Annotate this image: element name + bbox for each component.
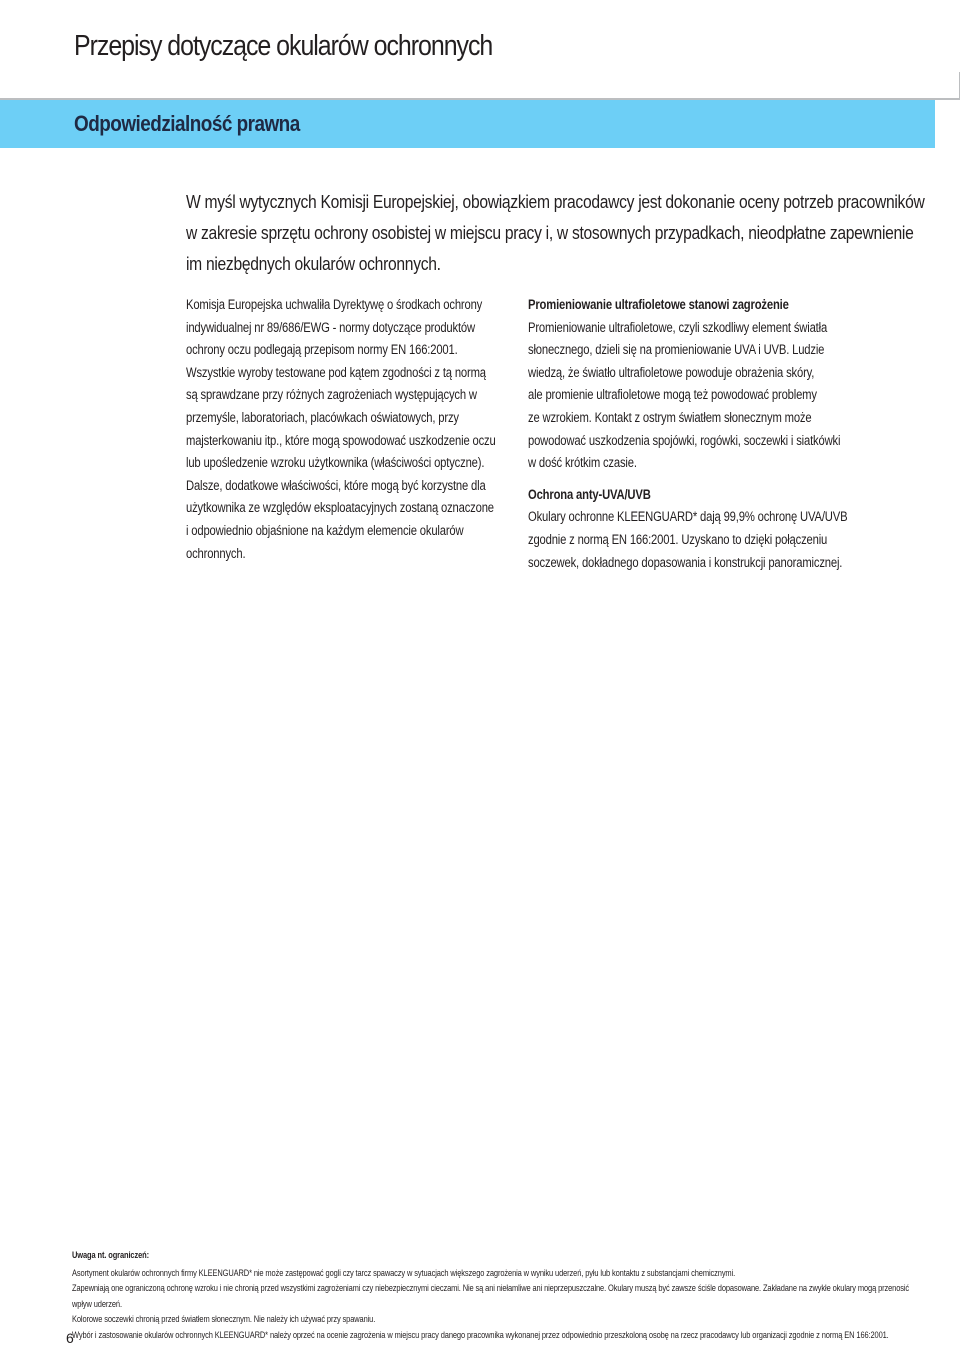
body-line: Wszystkie wyroby testowane pod kątem zgodności z tą normą [186, 364, 486, 380]
body-line: użytkownika ze względów eksploatacyjnych zostaną oznaczone [186, 500, 494, 516]
body-line: powodować uszkodzenia spojówki, rogówki, soczewki i siatkówki [528, 432, 841, 448]
body-line: ochronnych. [186, 545, 246, 561]
body-line: lub upośledzenie wzroku użytkownika (właściwości optyczne). [186, 455, 485, 471]
footnote-line: Kolorowe soczewki chronią przed światłem słonecznym. Nie należy ich używać przy spawaniu. [72, 1314, 376, 1326]
right-column-text [528, 294, 868, 574]
page-title: Przepisy dotyczące okularów ochronnych [74, 30, 493, 62]
limitations-footnote [72, 1248, 914, 1344]
section-title: Odpowiedzialność prawna [74, 111, 300, 136]
section-header-band [0, 100, 935, 148]
uv-heading: Promieniowanie ultrafioletowe stanowi zagrożenie [528, 297, 789, 312]
body-line: indywidualnej nr 89/686/EWG - normy dotyczące produktów [186, 319, 475, 335]
body-line: majsterkowaniu itp., które mogą spowodować uszkodzenie oczu [186, 432, 496, 448]
body-line: zgodnie z normą EN 166:2001. Uzyskano to dzięki połączeniu [528, 531, 828, 547]
body-line: Okulary ochronne KLEENGUARD* dają 99,9% ochronę UVA/UVB [528, 509, 848, 525]
intro-line: W myśl wytycznych Komisji Europejskiej, obowiązkiem pracodawcy jest dokonanie oceny potrzeb pracowników [186, 191, 925, 212]
body-line: soczewek, dokładnego dopasowania i konstrukcji panoramicznej. [528, 554, 843, 570]
body-line: Dalsze, dodatkowe właściwości, które mogą być korzystne dla [186, 477, 486, 493]
intro-line: w zakresie sprzętu ochrony osobistej w miejscu pracy i, w stosownych przypadkach, nieodpłatne zapewnienie [186, 222, 914, 243]
body-line: ale promienie ultrafioletowe mogą też powodować problemy [528, 387, 817, 403]
body-line: Komisja Europejska uchwaliła Dyrektywę o środkach ochrony [186, 297, 483, 312]
body-line: Promieniowanie ultrafioletowe, czyli szkodliwy element światła [528, 319, 828, 335]
paragraph-gap [528, 475, 868, 484]
footnote-line: Asortyment okularów ochronnych firmy KLEENGUARD* nie może zastępować gogli czy tarcz spawaczy w sytuacjach większego zagrożenia w wyniku uderzeń, pyłu lub kontaktu z substancjami chemicznymi. [72, 1267, 736, 1279]
body-line: ochrony oczu podlegają przepisom normy EN 166:2001. [186, 342, 458, 358]
intro-paragraph [186, 186, 947, 279]
footnote-line: Zapewniają one ograniczoną ochronę wzroku i nie chronią przed wszystkimi zagrożeniami czy niebezpiecznymi cieczami. Nie są ani niełamliwe ani nieprzepuszczalne. Okulary muszą być zawsze ściśle dopasowane. Zakładane na zwykłe okulary mogą przenosić wpływ uderzeń. [72, 1283, 910, 1310]
body-line: są sprawdzane przy różnych zagrożeniach występujących w [186, 387, 477, 403]
protection-heading: Ochrona anty-UVA/UVB [528, 486, 651, 502]
body-line: ze wzrokiem. Kontakt z ostrym światłem słonecznym może [528, 409, 812, 425]
intro-line: im niezbędnych okularów ochronnych. [186, 253, 441, 274]
page-number: 6 [66, 1330, 74, 1346]
body-line: i odpowiednio objaśnione na każdym elemencie okularów [186, 522, 464, 538]
body-line: przemyśle, laboratoriach, placówkach oświatowych, przy [186, 409, 459, 425]
left-column-text [186, 294, 522, 565]
footnote-line: Wybór i zastosowanie okularów ochronnych KLEENGUARD* należy oprzeć na ocenie zagrożenia w miejscu pracy danego pracownika wykonanej przez odpowiednio przeszkoloną osobę na rzecz pracodawcy lub organizacji zgodnie z normą EN 166:2001. [72, 1329, 889, 1341]
body-line: w dość krótkim czasie. [528, 455, 637, 471]
body-line: wiedzą, że światło ultrafioletowe powoduje obrażenia skóry, [528, 364, 815, 380]
body-line: słonecznego, dzieli się na promieniowanie UVA i UVB. Ludzie [528, 342, 825, 358]
footnote-title: Uwaga nt. ograniczeń: [72, 1250, 149, 1261]
